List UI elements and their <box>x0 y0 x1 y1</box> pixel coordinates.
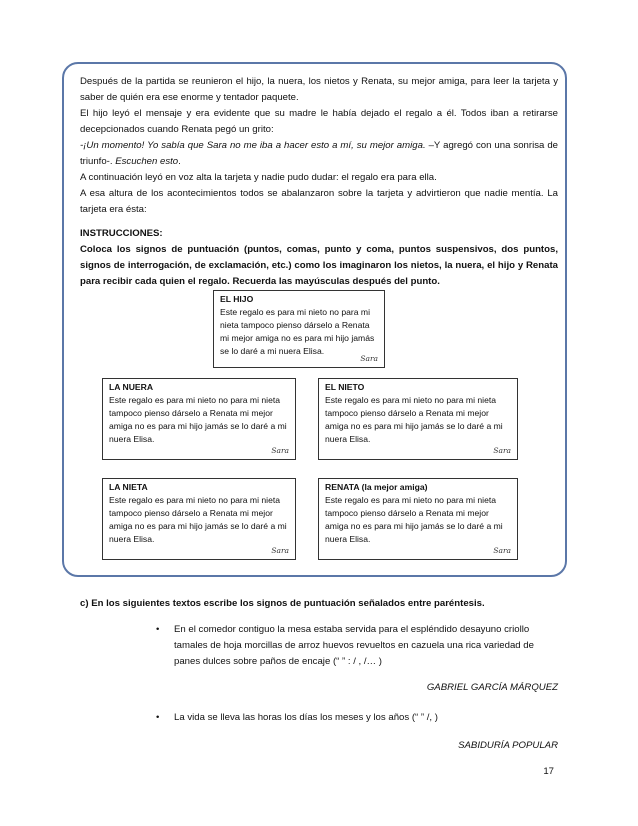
signature: Sara <box>271 546 289 555</box>
story-paragraph-4: A continuación leyó en voz alta la tarjeta y nadie pudo dudar: el regalo era para ella. <box>80 172 437 183</box>
card-title: EL HIJO <box>220 294 254 304</box>
signature: Sara <box>493 446 511 455</box>
card-la-nieta <box>102 478 296 560</box>
story-paragraph-1: Después de la partida se reunieron el hijo, la nuera, los nietos y Renata, su mejor amiga, para leer la tarjeta y saber de quién era ese enorme y tentador paquete. <box>80 76 558 103</box>
card-title: RENATA (la mejor amiga) <box>325 482 428 492</box>
card-text: Este regalo es para mi nieto no para mi nieta tampoco pienso dárselo a Renata mi mejor amiga no es para mi hijo jamás se lo daré a mi nuera Elisa. <box>220 307 375 356</box>
card-text: Este regalo es para mi nieto no para mi nieta tampoco pienso dárselo a Renata mi mejor amiga no es para mi hijo jamás se lo daré a mi nuera Elisa. <box>109 395 287 444</box>
item-1-text: En el comedor contiguo la mesa estaba servida para el espléndido desayuno criollo tamales de hoja morcillas de arroz huevos revueltos en cazuela una rica variedad de panes dulces sobre paños de encaje (“ ” : / , /… ) <box>174 624 534 667</box>
item-2-text: La vida se lleva las horas los días los meses y los años (“ ” /, ) <box>174 712 438 723</box>
bullet-icon: • <box>156 712 160 723</box>
instructions-title: INSTRUCCIONES: <box>80 228 163 239</box>
author-garcia-marquez: GABRIEL GARCÍA MÁRQUEZ <box>426 682 558 693</box>
instructions-body: Coloca los signos de puntuación (puntos, comas, punto y coma, puntos suspensivos, dos puntos, signos de interrogación, de exclamación, etc.) como los imaginaron los nietos, la nuera, el hijo y Renata para recibir cada quien el regalo. Recuerda las mayúsculas después del punto. <box>80 244 558 287</box>
card-renata <box>318 478 518 560</box>
story-paragraph-3 <box>80 138 558 170</box>
card-title: EL NIETO <box>325 382 365 392</box>
story-paragraph-5: A esa altura de los acontecimientos todos se abalanzaron sobre la tarjeta y advirtieron que nadie mentía. La tarjeta era ésta: <box>80 188 558 215</box>
card-el-hijo <box>213 290 385 368</box>
signature: Sara <box>493 546 511 555</box>
story-paragraph-3-end: . <box>178 156 181 167</box>
page-number: 17 <box>543 766 554 777</box>
card-la-nuera <box>102 378 296 460</box>
escuchen-esto: Escuchen esto <box>115 156 179 167</box>
signature: Sara <box>271 446 289 455</box>
card-text: Este regalo es para mi nieto no para mi nieta tampoco pienso dárselo a Renata mi mejor amiga no es para mi hijo jamás se lo daré a mi nuera Elisa. <box>325 495 503 544</box>
card-title: LA NIETA <box>109 482 148 492</box>
story-paragraph-3-rest: –Y agregó con una sonrisa de triunfo-. <box>80 140 558 167</box>
author-sabiduria-popular: SABIDURÍA POPULAR <box>458 740 558 751</box>
section-c-heading: c) En los siguientes textos escribe los signos de puntuación señalados entre paréntesis. <box>80 598 485 609</box>
exclamation-quote: -¡Un momento! Yo sabía que Sara no me iba a hacer esto a mí, su mejor amiga. <box>80 140 426 151</box>
card-text: Este regalo es para mi nieto no para mi nieta tampoco pienso dárselo a Renata mi mejor amiga no es para mi hijo jamás se lo daré a mi nuera Elisa. <box>109 495 287 544</box>
card-el-nieto <box>318 378 518 460</box>
signature: Sara <box>360 354 378 363</box>
card-title: LA NUERA <box>109 382 154 392</box>
story-paragraph-2: El hijo leyó el mensaje y era evidente que su madre le había dejado el regalo a él. Todos iban a retirarse decepcionados cuando Renata pegó un grito: <box>80 108 558 135</box>
bullet-icon: • <box>156 624 160 635</box>
story-text <box>80 74 558 290</box>
card-text: Este regalo es para mi nieto no para mi nieta tampoco pienso dárselo a Renata mi mejor amiga no es para mi hijo jamás se lo daré a mi nuera Elisa. <box>325 395 503 444</box>
